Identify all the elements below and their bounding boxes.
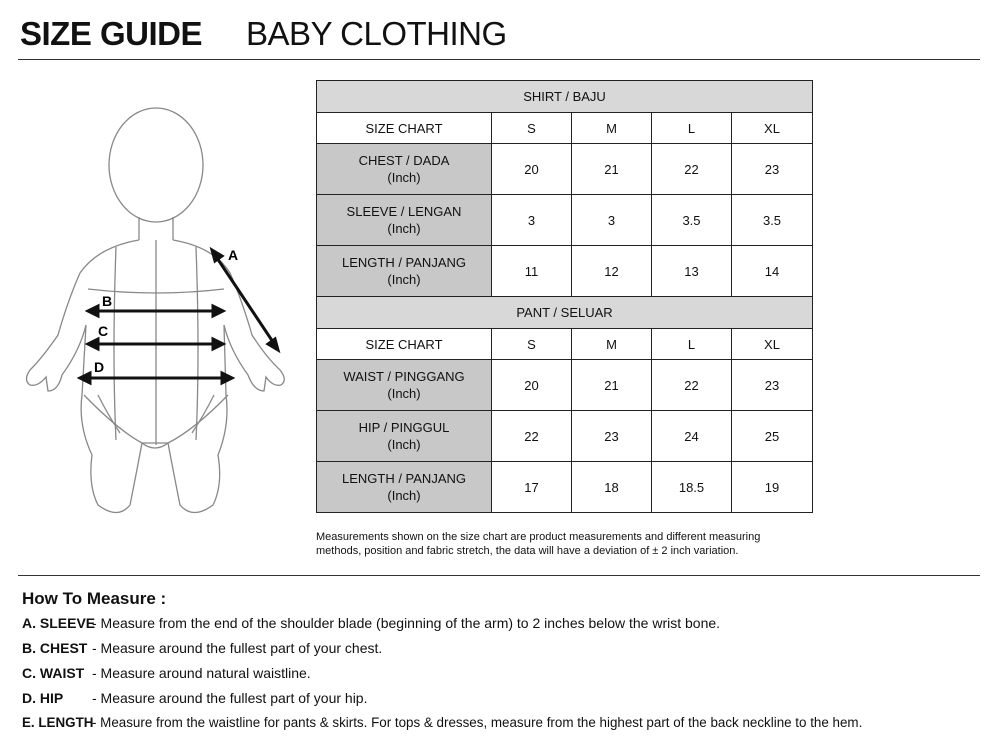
table-cell: 14: [732, 246, 813, 297]
table-row: [317, 360, 813, 411]
table-cell: 17: [492, 462, 572, 513]
table-cell: 18: [572, 462, 652, 513]
page-title: SIZE GUIDE: [20, 15, 203, 52]
row-label: WAIST / PINGGANG (Inch): [317, 360, 492, 411]
table-cell: 11: [492, 246, 572, 297]
table-row: [317, 411, 813, 462]
size-chart-table: [316, 80, 813, 513]
table-cell: 23: [572, 411, 652, 462]
shirt-section-title: SHIRT / BAJU: [317, 81, 813, 113]
label-a: A: [228, 247, 239, 263]
size-xl: XL: [732, 113, 813, 144]
page-subtitle: BABY CLOTHING: [246, 15, 507, 52]
size-m: M: [572, 329, 652, 360]
table-cell: 20: [492, 360, 572, 411]
label-b: B: [102, 293, 113, 309]
table-cell: 18.5: [652, 462, 732, 513]
label-d: D: [94, 359, 105, 375]
row-label: SLEEVE / LENGAN (Inch): [317, 195, 492, 246]
list-item: E. LENGTH - Measure from the waistline for pants & skirts. For tops & dresses, measure from the highest part of the back neckline to the hem.: [22, 715, 863, 730]
list-item: B. CHEST - Measure around the fullest part of your chest.: [22, 640, 383, 656]
measurement-note: [316, 530, 816, 558]
table-cell: 23: [732, 360, 813, 411]
row-label: CHEST / DADA (Inch): [317, 144, 492, 195]
table-row: [317, 246, 813, 297]
table-row: [317, 144, 813, 195]
how-to-measure-title: How To Measure :: [22, 589, 167, 608]
table-cell: 22: [652, 144, 732, 195]
pant-size-header-row: [317, 329, 813, 360]
table-row: [317, 195, 813, 246]
note-line: methods, position and fabric stretch, the data will have a deviation of ± 2 inch variation.: [316, 545, 739, 557]
list-item: C. WAIST - Measure around natural waistline.: [22, 665, 311, 681]
list-item: A. SLEEVE - Measure from the end of the shoulder blade (beginning of the arm) to 2 inches below the wrist bone.: [22, 615, 721, 631]
row-label: LENGTH / PANJANG (Inch): [317, 246, 492, 297]
table-cell: 13: [652, 246, 732, 297]
table-cell: 21: [572, 144, 652, 195]
size-xl: XL: [732, 329, 813, 360]
label-c: C: [98, 323, 109, 339]
size-chart-label: SIZE CHART: [317, 113, 492, 144]
table-row: [317, 462, 813, 513]
row-label: LENGTH / PANJANG (Inch): [317, 462, 492, 513]
table-cell: 20: [492, 144, 572, 195]
table-cell: 22: [652, 360, 732, 411]
table-cell: 25: [732, 411, 813, 462]
page-header: [20, 14, 507, 54]
table-cell: 3.5: [732, 195, 813, 246]
header-divider: [18, 59, 980, 60]
table-cell: 21: [572, 360, 652, 411]
table-cell: 12: [572, 246, 652, 297]
note-line: Measurements shown on the size chart are product measurements and different measuring: [316, 531, 761, 543]
size-s: S: [492, 329, 572, 360]
size-chart-label: SIZE CHART: [317, 329, 492, 360]
size-s: S: [492, 113, 572, 144]
pant-section-title: PANT / SELUAR: [317, 297, 813, 329]
section-divider: [18, 575, 980, 576]
table-cell: 3: [572, 195, 652, 246]
table-cell: 3.5: [652, 195, 732, 246]
size-l: L: [652, 329, 732, 360]
list-item: D. HIP - Measure around the fullest part of your hip.: [22, 690, 368, 706]
size-m: M: [572, 113, 652, 144]
measurement-lines: [80, 250, 278, 383]
table-cell: 3: [492, 195, 572, 246]
table-cell: 23: [732, 144, 813, 195]
size-l: L: [652, 113, 732, 144]
row-label: HIP / PINGGUL (Inch): [317, 411, 492, 462]
table-cell: 24: [652, 411, 732, 462]
table-cell: 22: [492, 411, 572, 462]
shirt-size-header-row: [317, 113, 813, 144]
baby-measurement-figure: [18, 95, 300, 525]
table-cell: 19: [732, 462, 813, 513]
